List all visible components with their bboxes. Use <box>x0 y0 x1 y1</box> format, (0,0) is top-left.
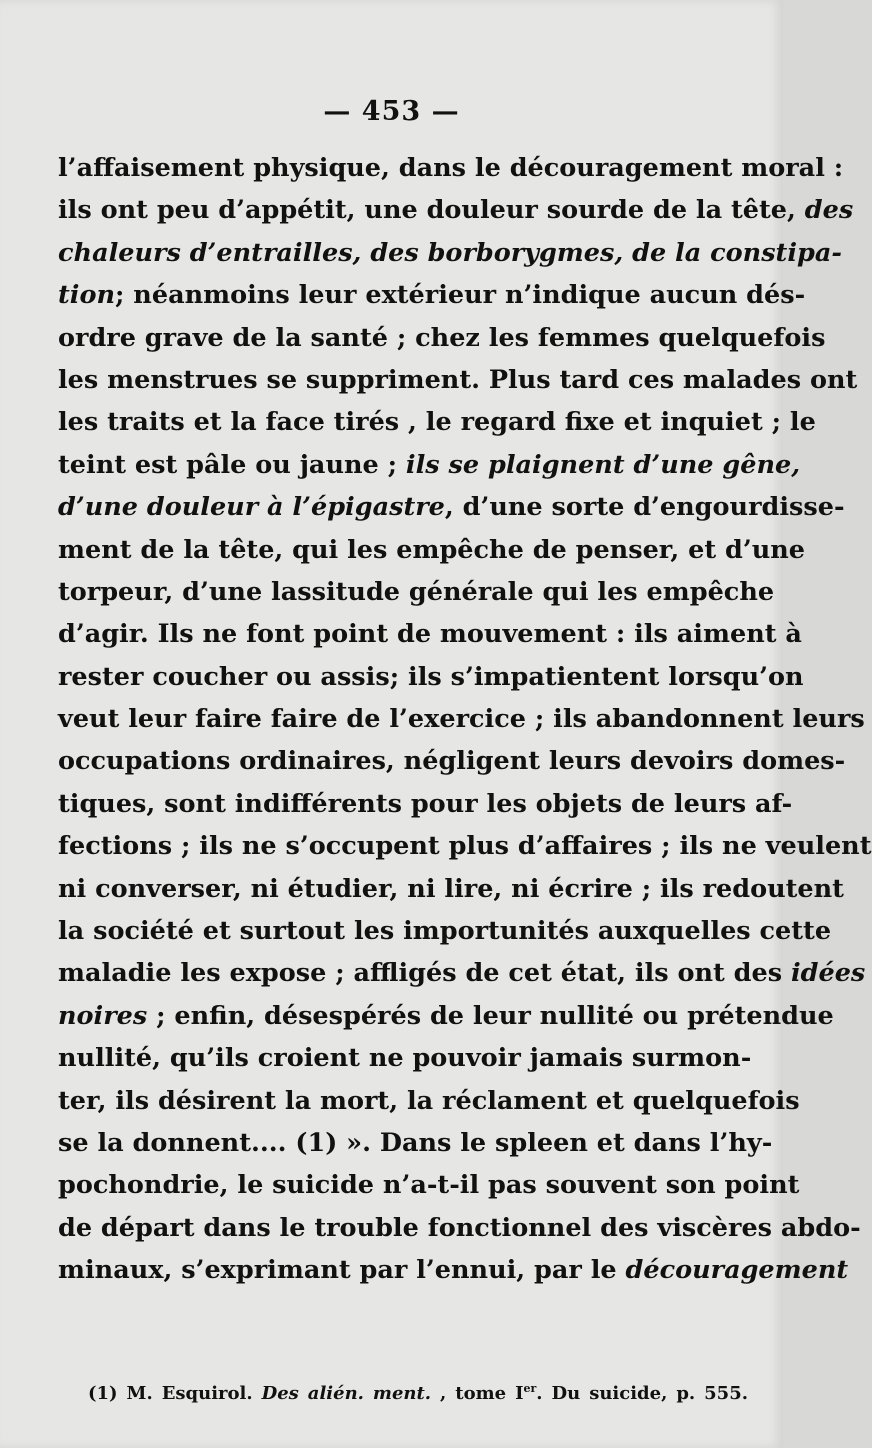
text-segment: nullité, qu’ils croient ne pouvoir jamais surmon- <box>58 1043 752 1074</box>
text-line <box>58 952 866 994</box>
text-segment: les menstrues se suppriment. Plus tard ces malades ont <box>58 364 858 395</box>
italic-segment: idées <box>790 958 866 989</box>
text-segment: les traits et la face tirés , le regard fixe et inquiet ; le <box>58 407 816 438</box>
text-line <box>58 1207 861 1249</box>
text-segment: se la donnent.... (1) ». Dans le spleen et dans l’hy- <box>58 1127 773 1158</box>
text-line <box>58 147 844 189</box>
text-segment: torpeur, d’une lassitude générale qui les empêche <box>58 576 775 607</box>
text-line <box>58 613 802 655</box>
text-line <box>58 740 846 782</box>
italic-segment: noires <box>58 1000 148 1031</box>
text-line <box>58 274 806 316</box>
italic-segment: ils se plaignent d’une gêne, <box>405 449 801 480</box>
text-line <box>58 486 845 528</box>
italic-segment: Des alién. ment. <box>261 1383 432 1404</box>
text-segment: ; enfin, désespérés de leur nullité ou prétendue <box>147 1000 834 1031</box>
text-segment: de départ dans le trouble fonctionnel des viscères abdo- <box>58 1212 861 1243</box>
text-line <box>58 1037 752 1079</box>
italic-segment: découragement <box>625 1255 849 1286</box>
text-line <box>58 317 826 359</box>
text-segment: la société et surtout les importunités auxquelles cette <box>58 916 832 947</box>
text-segment: ; néanmoins leur extérieur n’indique aucun dés- <box>115 280 806 311</box>
text-line <box>58 444 801 486</box>
italic-segment: tion <box>58 280 116 311</box>
text-segment: , d’une sorte d’engourdisse- <box>444 492 845 523</box>
text-line <box>58 401 816 443</box>
page-number: — 453 — <box>323 96 460 127</box>
text-line <box>58 571 775 613</box>
italic-segment: chaleurs d’entrailles, des borborygmes, de la constipa- <box>58 237 842 268</box>
text-line <box>58 656 804 698</box>
italic-segment: des <box>804 195 854 226</box>
text-segment: maladie les expose ; affligés de cet état, ils ont des <box>58 958 791 989</box>
text-line <box>58 995 834 1037</box>
text-segment: minaux, s’exprimant par l’ennui, par le <box>58 1255 626 1286</box>
text-segment: ils ont peu d’appétit, une douleur sourde de la tête, <box>58 195 805 226</box>
text-line <box>58 698 865 740</box>
text-segment: teint est pâle ou jaune ; <box>58 449 406 480</box>
text-line <box>58 825 872 867</box>
text-segment: veut leur faire faire de l’exercice ; ils abandonnent leurs <box>58 704 865 735</box>
text-segment: ment de la tête, qui les empêche de penser, et d’une <box>58 534 806 565</box>
text-line <box>58 868 844 910</box>
text-line <box>58 910 832 952</box>
body-text <box>58 147 872 1292</box>
text-segment: occupations ordinaires, négligent leurs devoirs domes- <box>58 746 846 777</box>
text-line <box>58 1122 773 1164</box>
text-line <box>58 232 842 274</box>
text-line <box>58 1080 800 1122</box>
text-segment: . Du suicide, p. 555. <box>536 1383 748 1404</box>
footnote <box>88 1382 748 1404</box>
text-segment: l’affaisement physique, dans le découragement moral : <box>58 153 844 183</box>
text-segment: pochondrie, le suicide n’a-t-il pas souvent son point <box>58 1170 800 1201</box>
italic-segment: d’une douleur à l’épigastre <box>58 492 445 523</box>
text-segment: tiques, sont indifférents pour les objets de leurs af- <box>58 788 793 819</box>
text-line <box>58 189 854 231</box>
text-segment: ni converser, ni étudier, ni lire, ni écrire ; ils redoutent <box>58 873 844 904</box>
text-line <box>58 529 806 571</box>
text-segment: rester coucher ou assis; ils s’impatientent lorsqu’on <box>58 661 804 692</box>
text-line <box>58 1164 800 1206</box>
text-segment: d’agir. Ils ne font point de mouvement : ils aiment à <box>58 619 802 650</box>
text-line <box>58 359 858 401</box>
superscript: er <box>523 1382 537 1395</box>
text-segment: ordre grave de la santé ; chez les femmes quelquefois <box>58 322 826 353</box>
text-line <box>58 783 793 825</box>
text-segment: , tome I <box>431 1383 524 1404</box>
text-segment: ter, ils désirent la mort, la réclament et quelquefois <box>58 1085 800 1116</box>
text-line <box>58 1249 849 1291</box>
text-segment: (1) M. Esquirol. <box>88 1383 262 1404</box>
text-segment: fections ; ils ne s’occupent plus d’affaires ; ils ne veulent <box>58 831 872 862</box>
